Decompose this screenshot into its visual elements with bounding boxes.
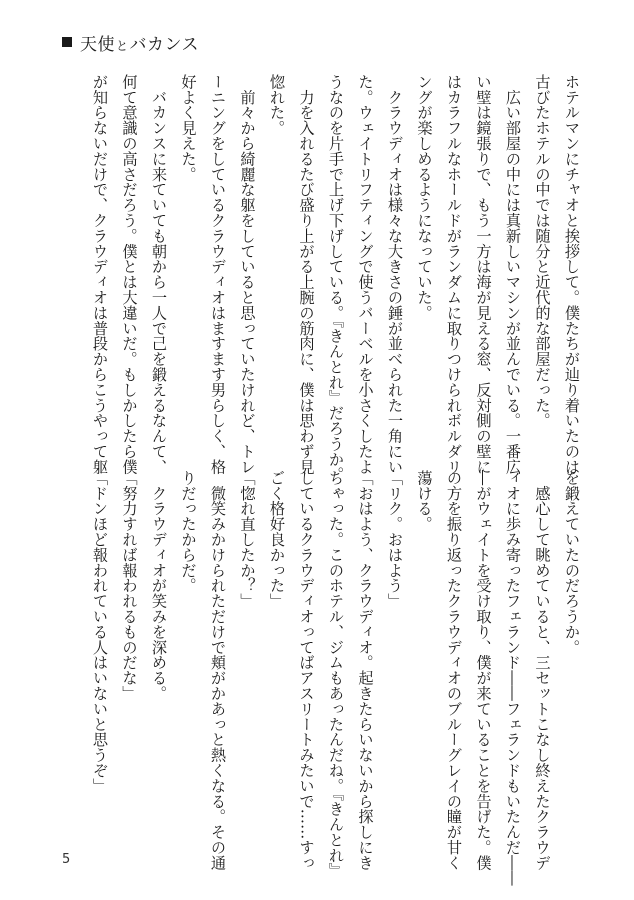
- text-line: 「惚れ直したか？」: [238, 470, 257, 609]
- text-line: い壁は鏡張りで、もう一方は海が見える窓、反対側の壁に: [474, 74, 493, 475]
- text-line: しているクラウディオってばアスリートみたいで……すっ: [297, 470, 316, 871]
- text-line: 「ドンほど報われている人はいないと思うぞ」: [91, 470, 109, 794]
- text-line: 広い部屋の中には真新しいマシンが並んでいる。一番広: [504, 74, 522, 475]
- text-line: ちゃった。このホテル、ジムもあったんだね。『きんとれ』: [327, 470, 345, 879]
- text-line: クラウディオは様々な大きさの錘が並べられた一角にい: [386, 74, 404, 475]
- text-line: ィオに歩み寄ったフェランド――フェランドもいたんだ――: [504, 470, 522, 886]
- text-line: ―がウェイトを受け取り、僕が来ていることを告げた。僕: [474, 470, 493, 871]
- chapter-header: [62, 30, 199, 54]
- text-line: バカンスに来ていても朝から一人で己を鍛えるなんて、: [150, 74, 168, 475]
- text-line: が知らないだけで、クラウディオは普段からこうやって躯: [91, 74, 109, 475]
- text-line: 古びたホテルの中では随分と近代的な部屋だった。: [533, 74, 552, 429]
- text-line: を鍛えていたのだろうか。: [563, 470, 581, 655]
- text-line: 感心して眺めていると、三セットこなし終えたクラウデ: [533, 470, 552, 871]
- text-line: ホテルマンにチャオと挨拶して。僕たちが辿り着いたのは: [563, 74, 581, 475]
- text-line: 力を入れるたび盛り上がる上腕の筋肉に、僕は思わず見: [297, 74, 316, 475]
- text-line: の方を振り返ったクラウディオのブルーグレイの瞳が甘く: [445, 470, 463, 871]
- text-line: 蕩ける。: [415, 470, 434, 532]
- chapter-title-part1: 天使: [80, 34, 115, 55]
- text-line: ーニングをしているクラウディオはますます男らしく、格: [209, 74, 227, 475]
- text-block-lower: [26, 470, 586, 886]
- text-block-upper: [26, 74, 586, 483]
- text-line: りだったからだ。: [179, 470, 198, 594]
- text-line: 「おはよう、クラウディオ。起きたらいないから探しにき: [356, 470, 375, 871]
- chapter-title-connector: と: [116, 38, 129, 53]
- text-line: 「努力すれば報われるものだな」: [120, 470, 139, 701]
- page-number: 5: [62, 852, 71, 867]
- text-line: 好よく見えた。: [179, 74, 198, 182]
- text-line: はカラフルなホールドがランダムに取りつけられボルダリ: [445, 74, 463, 475]
- text-line: 惚れた。: [268, 74, 286, 136]
- chapter-title: [80, 30, 199, 55]
- text-line: うなのを片手で上げ下げしている。『きんとれ』だろうか。: [327, 74, 345, 483]
- text-line: 「リク。おはよう」: [386, 470, 404, 609]
- square-bullet-icon: [62, 37, 72, 47]
- text-line: ングが楽しめるようになっていた。: [415, 74, 434, 321]
- text-line: ごく格好良かった」: [268, 470, 286, 609]
- text-line: クラウディオが笑みを深める。: [150, 470, 168, 701]
- text-line: 何て意識の高さだろう。僕とは大違いだ。もしかしたら僕: [120, 74, 139, 475]
- text-line: 前々から綺麗な躯をしていると思っていたけれど、トレ: [238, 74, 257, 475]
- text-line: た。ウェイトリフティングで使うバーベルを小さくしたよ: [356, 74, 375, 475]
- text-line: 微笑みかけられただけで頬がかあっと熱くなる。その通: [209, 470, 227, 871]
- chapter-title-part2: バカンス: [129, 34, 200, 55]
